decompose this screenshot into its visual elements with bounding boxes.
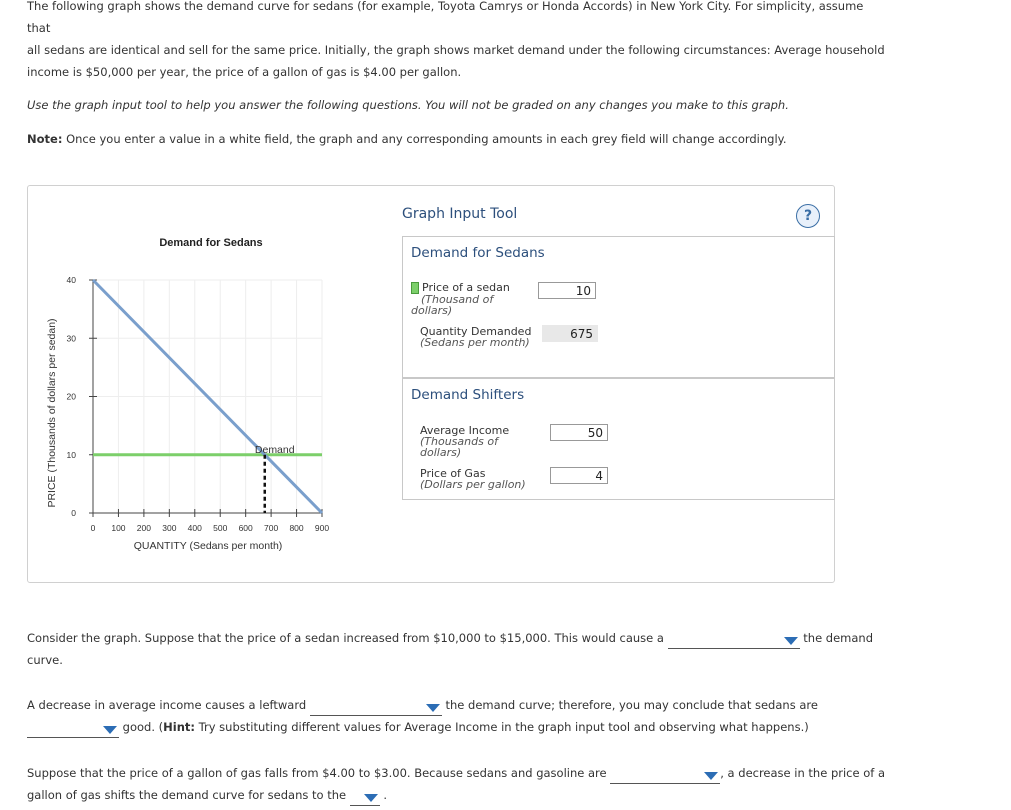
gas-label: Price of Gas	[420, 467, 486, 480]
q3-dropdown-2[interactable]	[350, 791, 380, 806]
chevron-down-icon	[364, 794, 378, 802]
price-input[interactable]: 10	[538, 282, 596, 299]
qty-output: 675	[542, 325, 598, 342]
q1-dropdown[interactable]	[668, 634, 800, 649]
q3-text-c: gallon of gas shifts the demand curve for sedans to the	[27, 788, 347, 802]
q2-dropdown-1[interactable]	[310, 701, 442, 716]
y-tick-label: 20	[66, 391, 76, 402]
graph-tool-note: Use the graph input tool to help you answer the following questions. You will not be graded on any changes you make to this graph.	[27, 98, 789, 112]
gas-input[interactable]: 4	[550, 467, 608, 484]
intro-line-3: income is $50,000 per year, the price of a gallon of gas is $4.00 per gallon.	[27, 65, 462, 79]
graph-panel	[27, 185, 835, 583]
price-label: Price of a sedan	[422, 281, 510, 294]
q3-dropdown-1[interactable]	[610, 769, 720, 784]
chevron-down-icon	[784, 637, 798, 645]
x-tick-label: 100	[111, 523, 126, 533]
price-sub: (Thousand of dollars)	[411, 293, 494, 317]
note-text: Once you enter a value in a white field, the graph and any corresponding amounts in each grey field will change accordingly.	[62, 132, 787, 146]
chart-xlabel: QUANTITY (Sedans per month)	[133, 540, 283, 552]
q2-text-c: good. (	[122, 720, 164, 734]
qty-label: Quantity Demanded	[420, 325, 532, 338]
income-label-group	[420, 425, 540, 458]
green-marker-icon	[411, 282, 419, 294]
q1-text-a: Consider the graph. Suppose that the price of a sedan increased from $10,000 to $15,000. This would cause a	[27, 631, 664, 645]
y-tick-label: 30	[66, 333, 76, 344]
chevron-down-icon	[704, 772, 718, 780]
x-tick-label: 200	[136, 523, 151, 533]
income-label: Average Income	[420, 424, 510, 437]
x-tick-label: 300	[162, 523, 177, 533]
q3-text-a: Suppose that the price of a gallon of gas falls from $4.00 to $3.00. Because sedans and gasoline are	[27, 766, 607, 780]
x-tick-label: 800	[289, 523, 304, 533]
chart-title: Demand for Sedans	[159, 237, 263, 249]
income-input[interactable]: 50	[550, 424, 608, 441]
x-tick-label: 400	[187, 523, 202, 533]
intro-line-1: The following graph shows the demand curve for sedans (for example, Toyota Camrys or Honda Accords) in New York City. For simplicity, assume that	[27, 0, 864, 35]
question-3	[27, 762, 897, 806]
gas-label-group	[420, 468, 540, 490]
q1-text-b: the demand	[803, 631, 874, 645]
price-label-group	[411, 282, 526, 316]
demand-chart[interactable]	[28, 186, 388, 582]
demand-section-title: Demand for Sedans	[411, 245, 545, 261]
chart-ylabel: PRICE (Thousands of dollars per sedan)	[46, 318, 58, 508]
q2-text-d: Try substituting different values for Average Income in the graph input tool and observing what happens.)	[195, 720, 809, 734]
x-tick-label: 700	[264, 523, 279, 533]
q2-text-a: A decrease in average income causes a leftward	[27, 698, 307, 712]
chevron-down-icon	[103, 726, 117, 734]
question-2	[27, 694, 897, 738]
income-sub: (Thousands of dollars)	[420, 435, 498, 459]
intro-paragraph	[27, 0, 887, 83]
demand-curve-label: Demand	[254, 443, 295, 456]
help-icon[interactable]: ?	[796, 204, 820, 228]
y-tick-label: 0	[71, 508, 76, 518]
x-tick-label: 900	[314, 523, 330, 533]
qty-label-group	[420, 326, 535, 348]
intro-line-2: all sedans are identical and sell for the same price. Initially, the graph shows market demand under the following circumstances: Average household	[27, 43, 885, 57]
chevron-down-icon	[426, 704, 440, 712]
graph-input-tool-title: Graph Input Tool	[402, 206, 518, 222]
q1-text-c: curve.	[27, 653, 63, 667]
chart-axes	[67, 275, 330, 533]
note-line	[27, 128, 887, 150]
y-tick-label: 40	[66, 275, 76, 285]
demand-section	[402, 236, 835, 378]
shifters-section-title: Demand Shifters	[411, 387, 525, 403]
q3-text-b: , a decrease in the price of a	[720, 766, 886, 780]
y-tick-label: 10	[66, 449, 76, 460]
x-tick-label: 600	[238, 523, 253, 533]
q2-dropdown-2[interactable]	[27, 723, 119, 738]
x-tick-label: 0	[90, 523, 96, 533]
qty-sub: (Sedans per month)	[420, 336, 530, 349]
note-label: Note:	[27, 132, 63, 146]
q2-hint-label: Hint:	[163, 720, 195, 734]
shifters-section	[402, 378, 835, 500]
q2-text-b: the demand curve; therefore, you may conclude that sedans are	[445, 698, 818, 712]
question-1	[27, 627, 897, 671]
gas-sub: (Dollars per gallon)	[420, 478, 526, 491]
x-tick-label: 500	[213, 523, 228, 533]
q3-text-d: .	[383, 788, 388, 802]
